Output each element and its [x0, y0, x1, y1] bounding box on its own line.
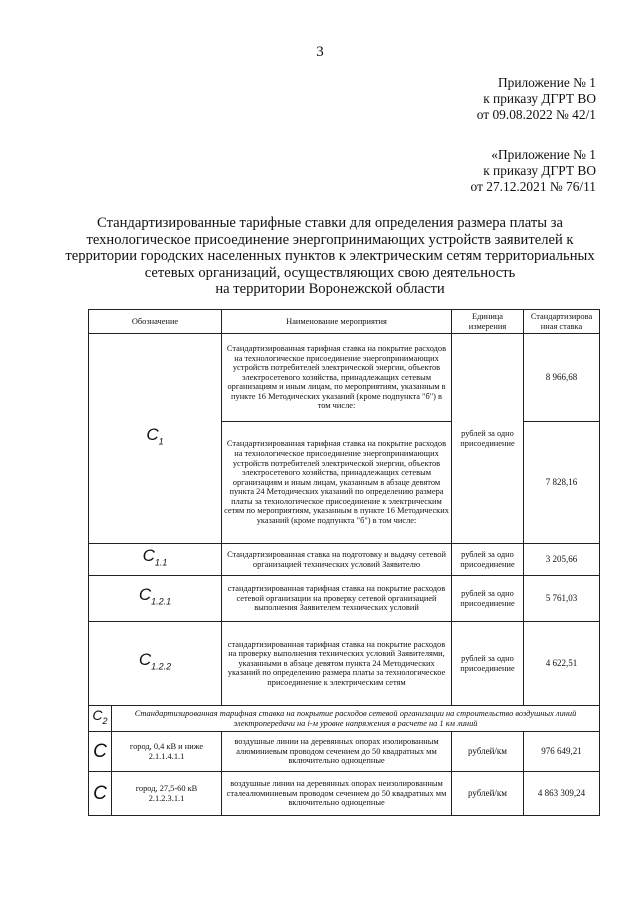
title-line: на территории Воронежской области — [215, 281, 445, 297]
unit-cell: рублей за одно присоединение — [452, 622, 524, 706]
title-line: сетевых организаций, осуществляющих свою деятельность — [144, 264, 516, 281]
header-unit: Единица измерения — [452, 310, 524, 334]
header-rate: Стандартизирова нная ставка — [524, 310, 600, 334]
title-line: Стандартизированные тарифные ставки для определения размера платы за — [97, 215, 563, 231]
unit-cell: рублей за одно присоединение — [452, 576, 524, 622]
unit-cell: рублей за одно присоединение — [452, 544, 524, 576]
rate-cell: 7 828,16 — [524, 422, 600, 544]
c2-description: Стандартизированная тарифная ставка на покрытие расходов сетевой организации на строительство воздушных линий электропередачи на i-м уровне напряжения в расчете на 1 км линий — [112, 706, 600, 732]
rate-cell: 8 966,68 — [524, 334, 600, 422]
area-label: город, 0,4 кВ и ниже — [129, 741, 204, 751]
document-title — [60, 215, 600, 298]
activity-cell: стандартизированная тарифная ставка на покрытие расходов сетевой организации на проверку сетевой организацией выполнения Заявителем технических условий — [222, 576, 452, 622]
area-cell — [112, 772, 222, 816]
rate-cell: 3 205,66 — [524, 544, 600, 576]
appendix-line: «Приложение № 1 — [491, 147, 596, 162]
activity-cell: воздушные линии на деревянных опорах неизолированным сталеалюминиевым проводом сечением до 50 квадратных мм включительно одноцепные — [222, 772, 452, 816]
appendix-line: от 27.12.2021 № 76/11 — [470, 179, 596, 194]
title-line: технологическое присоединение энергопринимающих устройств заявителей к — [86, 231, 574, 248]
table-row — [89, 334, 600, 422]
rate-cell: 4 622,51 — [524, 622, 600, 706]
activity-cell: Стандартизированная тарифная ставка на покрытие расходов на технологическое присоединение энергопринимающих устройств потребителей электрической энергии, объектов электросетевого хозяйства, принадлежащих сетевым организациям и иным лицам, указанным в абзаце девятом пункта 24 Методических указаний по определению размера платы за технологическое присоединение к электрическим сетям по мероприятиям, указанным в пункте 16 Методических указаний (кроме подпункта "б") в том числе: — [222, 422, 452, 544]
appendix-old-reference — [471, 147, 596, 195]
appendix-line: Приложение № 1 — [497, 75, 596, 90]
area-cell — [112, 732, 222, 772]
table-row — [89, 706, 600, 732]
code-c121: $C_{1.2.1}$ — [89, 576, 222, 622]
activity-cell: воздушные линии на деревянных опорах изолированным алюминиевым проводом сечением до 50 квадратных мм включительно одноцепные — [222, 732, 452, 772]
symbol-c: C — [89, 732, 112, 772]
area-code: 2.1.2.3.1.1 — [148, 793, 185, 803]
header-designation: Обозначение — [89, 310, 222, 334]
tariff-table — [88, 309, 600, 816]
activity-cell: Стандартизированная ставка на подготовку и выдачу сетевой организацией технических условий Заявителю — [222, 544, 452, 576]
table-header-row — [89, 310, 600, 334]
header-activity: Наименование мероприятия — [222, 310, 452, 334]
rate-cell: 4 863 309,24 — [524, 772, 600, 816]
appendix-new-reference — [477, 75, 596, 123]
code-c1: $C_1$ — [89, 334, 222, 544]
activity-cell: Стандартизированная тарифная ставка на покрытие расходов на технологическое присоединение энергопринимающих устройств потребителей электрической энергии, объектов электросетевого хозяйства, принадлежащих сетевым организациям и иным лицам, по мероприятиям, указанным в пункте 16 Методических указаний (кроме подпункта "б") в том числе: — [222, 334, 452, 422]
code-c11: $C_{1.1}$ — [89, 544, 222, 576]
appendix-line: от 09.08.2022 № 42/1 — [476, 107, 596, 122]
activity-cell: стандартизированная тарифная ставка на покрытие расходов на проверку выполнения технических условий Заявителями, указанными в абзаце девятом пункта 24 Методических указаний по определению размера платы за технологическое присоединение к электрическим сетям — [222, 622, 452, 706]
area-code: 2.1.1.4.1.1 — [148, 751, 185, 761]
symbol-c: C — [89, 772, 112, 816]
rate-cell: 976 649,21 — [524, 732, 600, 772]
table-row — [89, 576, 600, 622]
appendix-line: к приказу ДГРТ ВО — [483, 163, 596, 178]
page-number: 3 — [316, 44, 324, 60]
area-label: город, 27,5-60 кВ — [135, 783, 198, 793]
table-row — [89, 732, 600, 772]
appendix-line: к приказу ДГРТ ВО — [483, 91, 596, 106]
unit-cell: рублей за одно присоединение — [452, 334, 524, 544]
table-row — [89, 622, 600, 706]
table-row — [89, 772, 600, 816]
code-c122: $C_{1.2.2}$ — [89, 622, 222, 706]
code-c2: $C_2$ — [89, 706, 112, 732]
table-row — [89, 544, 600, 576]
rate-cell: 5 761,03 — [524, 576, 600, 622]
unit-cell: рублей/км — [452, 732, 524, 772]
unit-cell: рублей/км — [452, 772, 524, 816]
title-line: территории городских населенных пунктов к электрическим сетям территориальных — [65, 248, 595, 264]
